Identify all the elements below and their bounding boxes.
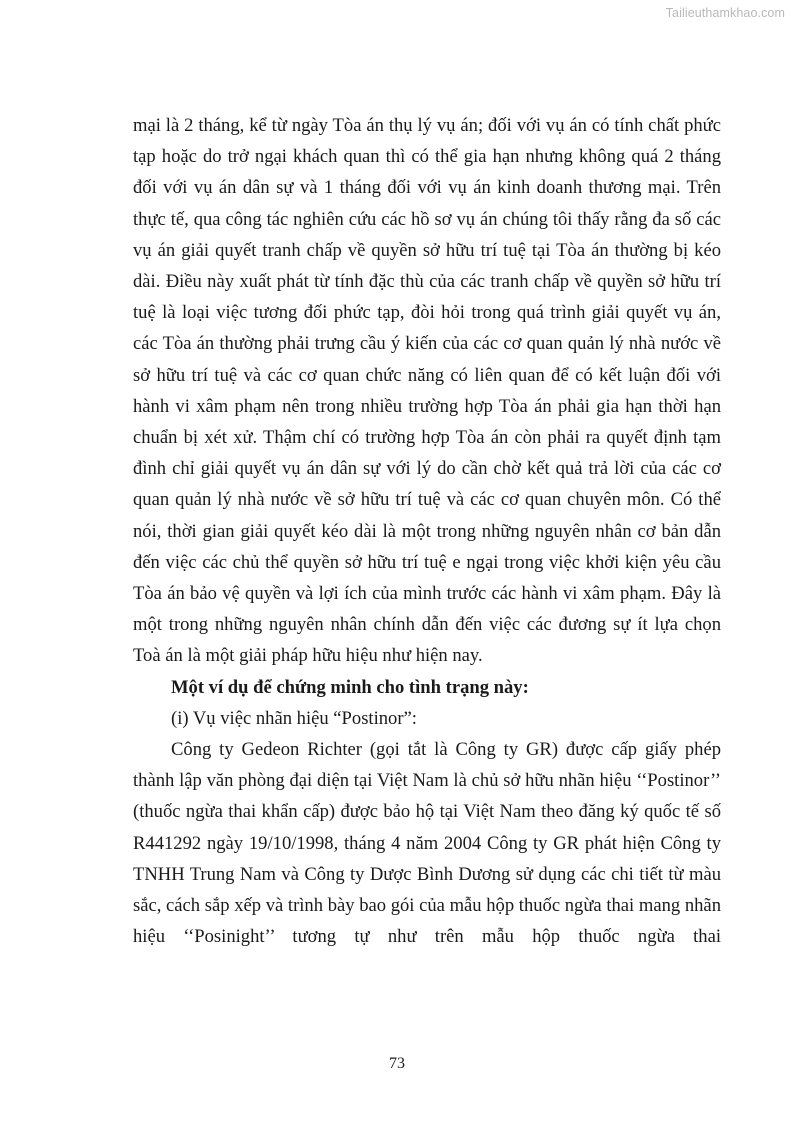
page-body (133, 110, 721, 952)
example-heading: Một ví dụ để chứng minh cho tình trạng này: (171, 676, 529, 698)
page-number: 73 (389, 1055, 405, 1072)
watermark: Tailieuthamkhao.com (665, 6, 785, 20)
body-paragraph-1: mại là 2 tháng, kể từ ngày Tòa án thụ lý vụ án; đối với vụ án có tính chất phức tạp hoặc do trở ngại khách quan thì có thể gia hạn nhưng không quá 2 tháng đối với vụ án dân sự và 1 tháng đối với vụ án kinh doanh thương mại. Trên thực tế, qua công tác nghiên cứu các hồ sơ vụ án chúng tôi thấy rằng đa số các vụ án giải quyết tranh chấp về quyền sở hữu trí tuệ tại Tòa án thường bị kéo dài. Điều này xuất phát từ tính đặc thù của các tranh chấp về quyền sở hữu trí tuệ là loại việc tương đối phức tạp, đòi hỏi trong quá trình giải quyết vụ án, các Tòa án thường phải trưng cầu ý kiến của các cơ quan quản lý nhà nước về sở hữu trí tuệ và các cơ quan chức năng có liên quan để có kết luận đối với hành vi xâm phạm nên trong nhiều trường hợp Tòa án phải gia hạn thời hạn chuẩn bị xét xử. Thậm chí có trường hợp Tòa án còn phải ra quyết định tạm đình chỉ giải quyết vụ án dân sự với lý do cần chờ kết quả trả lời của các cơ quan quản lý nhà nước về sở hữu trí tuệ và các cơ quan chuyên môn. Có thể nói, thời gian giải quyết kéo dài là một trong những nguyên nhân cơ bản dẫn đến việc các chủ thể quyền sở hữu trí tuệ e ngại trong việc khởi kiện yêu cầu Tòa án bảo vệ quyền và lợi ích của mình trước các hành vi xâm phạm. Đây là một trong những nguyên nhân chính dẫn đến việc các đương sự ít lựa chọn Toà án là một giải pháp hữu hiệu như hiện nay. (133, 115, 721, 667)
body-paragraph-2: Công ty Gedeon Richter (gọi tắt là Công ty GR) được cấp giấy phép thành lập văn phòng đại diện tại Việt Nam là chủ sở hữu nhãn hiệu ‘‘Postinor’’ (thuốc ngừa thai khẩn cấp) được bảo hộ tại Việt Nam theo đăng ký quốc tế số R441292 ngày 19/10/1998, tháng 4 năm 2004 Công ty GR phát hiện Công ty TNHH Trung Nam và Công ty Dược Bình Dương sử dụng các chi tiết từ màu sắc, cách sắp xếp và trình bày bao gói của mẫu hộp thuốc ngừa thai mang nhãn hiệu ‘‘Posinight’’ tương tự như trên mẫu hộp thuốc ngừa thai (133, 739, 721, 948)
case-title: (i) Vụ việc nhãn hiệu “Postinor”: (171, 707, 417, 729)
